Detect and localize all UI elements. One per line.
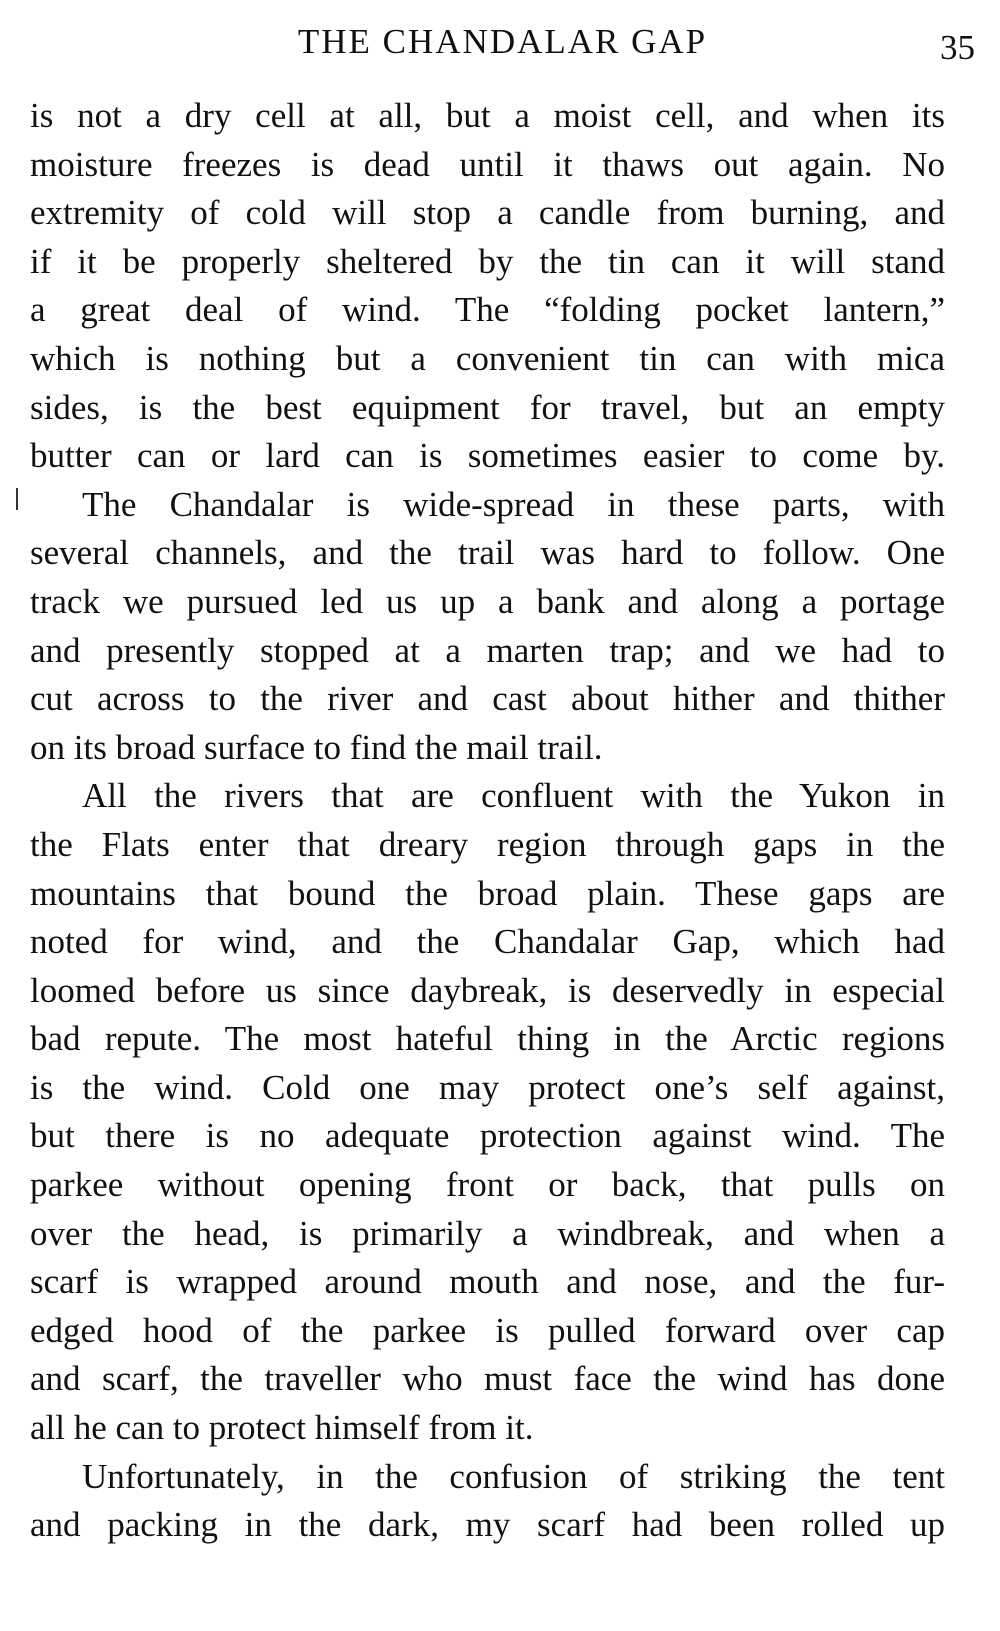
text-line: a great deal of wind. The “folding pocket lantern,” xyxy=(30,290,945,330)
text-line: butter can or lard can is sometimes easier to come by. xyxy=(30,436,945,476)
text-line: parkee without opening front or back, that pulls on xyxy=(30,1165,945,1205)
text-line: and presently stopped at a marten trap; and we had to xyxy=(30,630,945,670)
text-line: but there is no adequate protection against wind. The xyxy=(30,1116,945,1156)
paragraph-end-line: all he can to protect himself from it. xyxy=(30,1408,534,1448)
text-line: noted for wind, and the Chandalar Gap, which had xyxy=(30,922,945,962)
text-line: scarf is wrapped around mouth and nose, and the fur- xyxy=(30,1262,945,1302)
text-line: extremity of cold will stop a candle from burning, and xyxy=(30,193,945,233)
text-line: and packing in the dark, my scarf had been rolled up xyxy=(30,1505,945,1545)
paragraph-start-line: The Chandalar is wide-spread in these parts, with xyxy=(82,484,945,524)
paragraph-start-line: Unfortunately, in the confusion of striking the tent xyxy=(82,1456,945,1496)
text-line: edged hood of the parkee is pulled forward over cap xyxy=(30,1310,945,1350)
running-title: THE CHANDALAR GAP xyxy=(297,22,708,61)
text-line: cut across to the river and cast about hither and thither xyxy=(30,679,945,719)
text-line: is not a dry cell at all, but a moist cell, and when its xyxy=(30,96,945,135)
text-line: moisture freezes is dead until it thaws out again. No xyxy=(30,144,945,184)
body-text xyxy=(30,92,945,1550)
text-line: is the wind. Cold one may protect one’s self against, xyxy=(30,1067,945,1107)
text-line: the Flats enter that dreary region through gaps in the xyxy=(30,824,945,864)
running-head xyxy=(30,22,975,72)
margin-mark xyxy=(16,488,18,510)
text-line: track we pursued led us up a bank and along a portage xyxy=(30,581,945,621)
text-line: loomed before us since daybreak, is deservedly in especial xyxy=(30,970,945,1010)
text-line: if it be properly sheltered by the tin can it will stand xyxy=(30,241,945,281)
text-line: which is nothing but a convenient tin can with mica xyxy=(30,338,945,378)
text-line: several channels, and the trail was hard to follow. One xyxy=(30,533,945,573)
paragraph-end-line: on its broad surface to find the mail trail. xyxy=(30,727,603,767)
text-line: and scarf, the traveller who must face the wind has done xyxy=(30,1359,945,1399)
paragraph-start-line: All the rivers that are confluent with the Yukon in xyxy=(82,776,945,816)
text-line: sides, is the best equipment for travel, but an empty xyxy=(30,387,945,427)
text-line: mountains that bound the broad plain. These gaps are xyxy=(30,873,945,913)
text-line: over the head, is primarily a windbreak, and when a xyxy=(30,1213,945,1253)
text-line: bad repute. The most hateful thing in the Arctic regions xyxy=(30,1019,945,1059)
page-number: 35 xyxy=(940,28,975,67)
